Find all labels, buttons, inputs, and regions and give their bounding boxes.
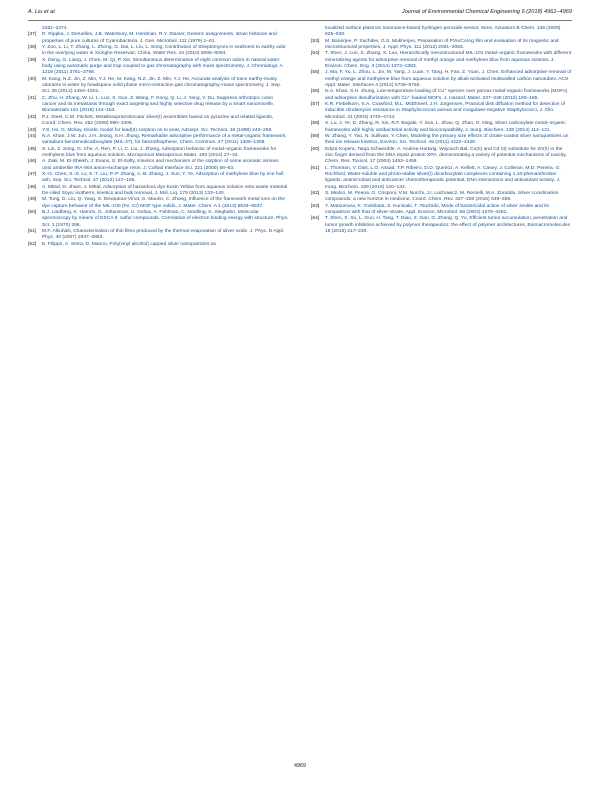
reference-text[interactable]: M. Tong, D. Liu, Q. Yang, S. Devautour-Vinot, G. Maurin, C. Zhong, Influence of the framework metal ions on the dye capture behavior of the MIL-100 (Fe, Cr) MOF type solids, J. Mater. Chem. A 1 (2013) 8534–8537. [42, 197, 285, 209]
references-left-column [28, 26, 289, 248]
reference-number: [53] [311, 38, 320, 44]
reference-text[interactable]: R. Rippka, J. Deruelles, J.B. Waterbury, M. Herdman, R.Y. Stanier, Generic assignments, strain histories and properties of pure cultures of Cyanobacteria, J. Gen. Microbiol. 111 (1979) 1–61. [42, 32, 277, 44]
reference-text[interactable]: T. Shen, J. Luo, S. Zhang, X. Luo, Hierarchically mesostructured MIL-101 metal–organic frameworks with different mineralizing agents for adsorptive removal of methyl orange and methylene blue from aqueous solution, J. Environ. Chem. Eng. 3 (2014) 1372–1383. [325, 51, 572, 70]
reference-number: [38] [28, 45, 37, 51]
reference-number: [39] [28, 57, 37, 63]
reference-entry [311, 121, 572, 134]
reference-text[interactable]: localized surface plasmon resonance-based hydrogen peroxide sensor, Sens. Actuators B Chem. 138 (2009) 625–630. [325, 26, 561, 38]
reference-entry [311, 191, 572, 204]
reference-text[interactable]: E. Filippo, A. Serra, D. Manno, Poly(vinyl alcohol) capped silver nanoparticles as [42, 241, 216, 247]
reference-text[interactable]: Y. Matsumura, K. Yoshikata, S. Kunisaki, T. Tsuchido, Mode of bactericidal action of silver zeolite and its comparison with that of silver nitrate, Appl. Environ. Microbiol. 69 (2003) 4278–4281. [325, 203, 549, 215]
reference-text[interactable]: S. Lin, Z. Song, G. Che, A. Ren, P. Li, C. Liu, J. Zhang, Adsorption behavior of metal–organic frameworks for methylene blue from aqueous solution, Microporous Mesoporous Mater. 193 (2014) 27–34. [42, 146, 277, 158]
reference-text[interactable]: C. Zhu, H. Zhang, W. Li, L. Luo, X. Guo, Z. Wang, F. Kong, Q. Li, J. Yang, Y. Du, Suppress orthotopic colon cancer and its metastasis through exact targeting and highly selective drug release by a smart nanomicelle, Biomaterials 161 (2018) 144–153. [42, 95, 275, 114]
reference-entry [28, 45, 289, 58]
reference-entry [311, 70, 572, 89]
header-rule [28, 20, 572, 21]
reference-text[interactable]: P.J. Steel, C.M. Fitchett, Metallosupramolecular silver(I) assemblies based on pyrazine and related ligands, Coord. Chem. Rev. 252 (2008) 990–1006. [42, 114, 274, 127]
reference-entry [311, 204, 572, 217]
reference-text[interactable]: N.A. Khan, S.H. Jhung, Low-temperature loading of Cu⁺ species over porous metal-organic frameworks (MOFs) and adsorptive desulfurization with Cu⁺-loaded MOFs, J. Hazard. Mater. 237–238 (2012) 180–185. [325, 89, 568, 101]
running-header-journal: Journal of Environmental Chemical Engineering 6 (2018) 4961–4969 [401, 9, 572, 15]
reference-entry [311, 216, 572, 235]
reference-number: [59] [311, 133, 320, 139]
reference-entry [311, 166, 572, 191]
reference-text[interactable]: K.R. Fiebelkorn, S.A. Crawford, M.L. McElmeel, J.H. Jorgensen, Practical disk diffusion method for detection of inducible clindamycin resistance in Staphylococcus aureus and coagulase-negative Staphylococci, J. Clin. Microbiol. 41 (2003) 4740–4744. [325, 102, 565, 120]
reference-number: [47] [28, 171, 37, 177]
reference-number: [37] [28, 32, 37, 38]
reference-number: [56] [311, 89, 320, 95]
reference-number: [46] [28, 159, 37, 165]
reference-text[interactable]: A. Zaki, M. El-Sheikh, J. Evans, S. El-Safty, Kinetics and mechanism of the sorption of some aromatic amines onto amberlite IRA-904 anion-exchange resin, J. Colloid Interface Sci. 221 (2000) 58–63. [42, 159, 279, 171]
reference-number: [58] [311, 121, 320, 127]
reference-number: [54] [311, 51, 320, 57]
reference-text[interactable]: W. Zhang, Y. Yao, N. Sullivan, Y. Chen, Modeling the primary size effects of citrate-coated silver nanoparticles on their ion release kinetics, Environ. Sci. Technol. 45 (2011) 4422–4428. [325, 133, 569, 146]
reference-entry [311, 89, 572, 102]
reference-number: [64] [311, 216, 320, 222]
reference-entry [28, 172, 289, 185]
reference-entry [311, 26, 572, 39]
reference-number: [42] [28, 114, 37, 120]
reference-number: [40] [28, 76, 37, 82]
reference-text[interactable]: J. Ma, F. Yu, L. Zhou, L. Jin, M. Yang, J. Luan, Y. Tang, H. Fan, Z. Yuan, J. Chen, Enhanced adsorptive removal of methyl orange and methylene blue from aqueous solution by alkali-activated multiwalled carbon nanotubes, ACS Appl. Mater. Interfaces 4 (2012) 5749–5760. [325, 70, 572, 89]
reference-text[interactable]: X. Deng, G. Liang, J. Chen, M. Qi, P. Xie, Simultaneous determination of eight common odors in natural water body using automatic purge and trap coupled to gas chromatography with mass spectrometry, J. Chromatogr. A 1218 (2011) 3791–3798. [42, 57, 283, 76]
reference-number: [61] [311, 165, 320, 171]
reference-entry [311, 147, 572, 166]
reference-entry [28, 185, 289, 198]
page-number: 4969 [294, 763, 306, 769]
reference-number: [45] [28, 146, 37, 152]
reference-number: [55] [311, 70, 320, 76]
reference-entry [28, 77, 289, 96]
reference-entry [28, 96, 289, 115]
reference-entry [28, 242, 289, 248]
running-header-authors: A. Liu et al. [28, 9, 56, 15]
reference-number: [44] [28, 133, 37, 139]
reference-text[interactable]: L. Thornton, V. Dixit, L.O. Assad, T.P. Ribeiro, D.D. Queiroz, A. Kellett, A. Casey, J. Colleran, M.D. Pereira, G. Rochford, Water-soluble and photo-stable silver(I) dicarboxylate complexes containing 1,10-phenanthroline ligands: antimicrobial and anticancer chemotherapeutic potential, DNA interactions and antioxidant activity, J. Inorg. Biochem. 159 (2016) 120–132. [325, 165, 561, 190]
reference-text[interactable]: T. Shen, X. Xu, L. Guo, H. Tang, T. Diao, Z. Gan, G. Zhang, Q. Yu, Efficient tumor accumulation, penetration and tumor growth inhibition achieved by polymer therapeutics: the effect of polymer architectures, Biomacromolecules 18 (2016) 217–230. [325, 216, 571, 234]
reference-entry [311, 134, 572, 147]
reference-entry [28, 58, 289, 77]
reference-text[interactable]: X.-G. Chen, S.-S. Lv, S.-T. Liu, P.-P. Zhang, A.-B. Zhang, J. Sun, Y. Ye, Adsorption of methylene blue by rice hull ash, Sep. Sci. Technol. 47 (2012) 147–156. [42, 171, 284, 184]
reference-text[interactable]: S. Medici, M. Peana, G. Crisponi, V.M. Nurchi, J.I. Lachowicz, M. Remelli, M.A. Zoroddu, Silver coordination compounds: a new horizon in medicine, Coord. Chem. Rev. 327–328 (2016) 349–359. [325, 190, 559, 203]
reference-number: [43] [28, 127, 37, 133]
reference-number: [57] [311, 102, 320, 108]
reference-number: [52] [28, 241, 37, 247]
reference-text[interactable]: Y. Zuo, L. Li, T. Zhang, L. Zheng, G. Dai, L. Liu, L. Song, Contribution of Streptomyces in sediment to earthy odor in the overlying water in Xionghe Reservoir, China, Water Res. 44 (2010) 6085–6094. [42, 45, 286, 57]
references-right-column [311, 26, 572, 235]
reference-number: [51] [28, 229, 37, 234]
reference-entry [311, 39, 572, 52]
reference-text[interactable]: N.A. Khan, J.W. Jun, J.H. Jeong, S.H. Jhung, Remarkable adsorptive performance of a metal-organic framework, vanadium-benzenedicarboxylate (MIL-47), for benzothiophene, Chem. Commun. 47 (2011) 1306–1308. [42, 133, 287, 146]
reference-number: [50] [28, 209, 37, 215]
reference-text[interactable]: Edyta Kopera, Tanja Schwerdtle, A. Andrea Hartwig, Wojciech Bal, Co(II) and Cd (II) substitute for Zn(II) in the zinc finger derived from the DNA repair protein XPA, demonstrating a variety of potential mechanisms of toxicity, Chem. Res. Toxicol. 17 (2004) 1452–1458. [325, 146, 567, 165]
reference-entry [311, 51, 572, 70]
reference-entry [311, 102, 572, 121]
reference-entry [28, 229, 289, 242]
reference-text[interactable]: X. Lu, J. Ye, D. Zhang, R. Xie, R.F. Bogale, Y. Sun, L. Zhao, Q. Zhao, G. Ning, Silver carboxylate metal–organic frameworks with highly antibacterial activity and biocompatibility, J. Inorg. Biochem. 138 (2014) 114–121. [325, 121, 566, 133]
reference-entry [28, 210, 289, 229]
reference-entry [28, 115, 289, 128]
reference-number: [60] [311, 146, 320, 152]
reference-text[interactable]: M. Banerjee, P. Sachdev, G.S. Mukherjee, Preparation of PVA/Co/Ag film and evaluation of its magnetic and microstructural properties, J. Appl. Phys. 111 (2012) 2061–2063. [325, 38, 559, 51]
reference-text[interactable]: B.J. Lindberg, K. Hamrin, G. Johansson, U. Gelius, A. Fahlman, C. Nordling, K. Siegbahn, Molecular spectroscopy by means of ESCA II. sulfur compounds. Correlation of electron binding energy with structure, Phys. Scr. 1 (1970) 286. [42, 209, 289, 228]
reference-number: [49] [28, 197, 37, 203]
reference-entry [28, 32, 289, 45]
reference-text[interactable]: M.F. Alkuhaili, Characterization of thin films produced by the thermal evaporation of silver oxide, J. Phys. D Appl. Phys. 40 (2007) 2847–2853. [42, 229, 285, 241]
reference-entry [28, 197, 289, 210]
reference-entry [28, 147, 289, 160]
reference-text[interactable]: M. Kang, N.Z. Jin, Z. Min, Y.J. He, M. Kang, N.Z. Jin, Z. Min, Y.J. He, Accurate analysis of trace earthy-musty odorants in water by headspace solid phase micro-extraction gas chromatography–mass spectrometry, J. Sep. Sci. 35 (2012) 1494–1501. [42, 76, 282, 95]
reference-number: [63] [311, 203, 320, 209]
reference-text[interactable]: A. Mittal, D. Jhare, J. Mittal, Adsorption of hazardous dye Eosin Yellow from aqueous solution onto waste material De-oiled Soya: isotherm, kinetics and bulk removal, J. Mol. Liq. 179 (2013) 133–140. [42, 184, 288, 196]
reference-entry [28, 134, 289, 147]
reference-number: [41] [28, 95, 37, 101]
reference-entry [28, 159, 289, 172]
reference-text[interactable]: 2261–2274. [42, 26, 68, 31]
reference-number: [62] [311, 190, 320, 196]
reference-text[interactable]: Y.S. Ho, G. Mckay, Kinetic model for lead(II) sorption on to peat, Adsorpt. Sci. Technol. 16 (1998) 243–255. [42, 127, 273, 133]
reference-number: [48] [28, 184, 37, 190]
